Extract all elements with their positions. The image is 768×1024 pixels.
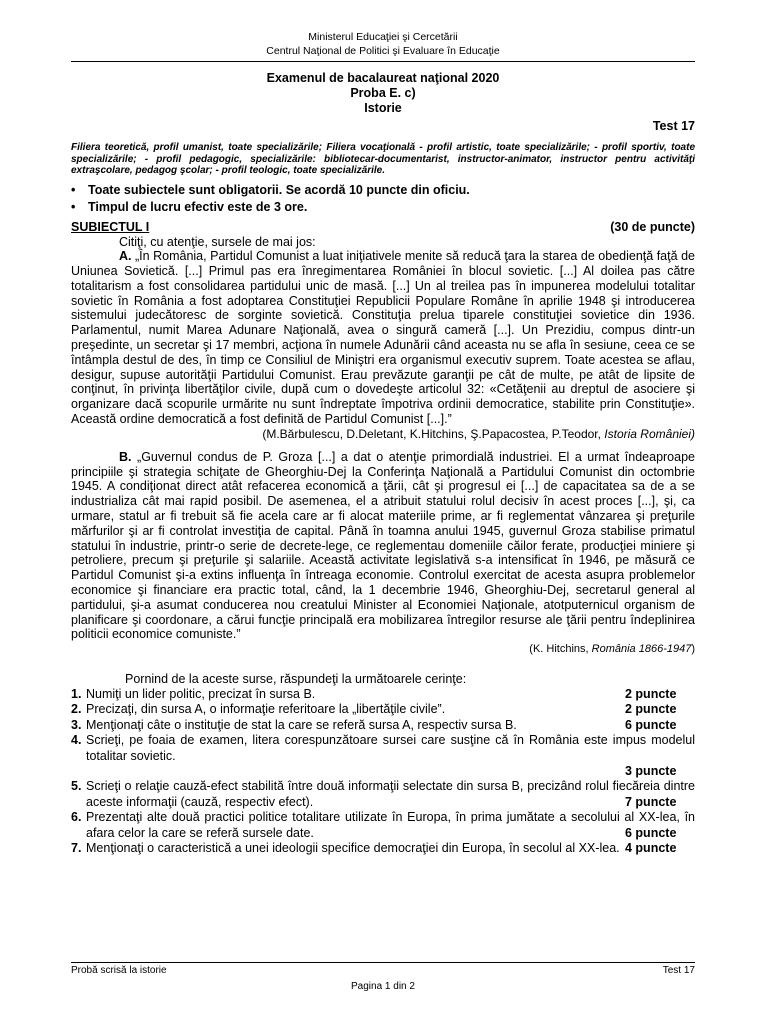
page-number: Pagina 1 din 2 [351, 981, 415, 992]
question-item [71, 841, 695, 856]
exam-page [71, 30, 695, 1010]
question-item [71, 779, 695, 810]
question-item [71, 733, 695, 779]
question-points: 6 puncte [625, 717, 677, 732]
source-b-paragraph [71, 450, 695, 642]
question-text: Menţionaţi o caracteristică a unei ideologii specifice democraţiei din Europa, în secolul al XX-lea. [86, 841, 620, 856]
subject-heading [71, 220, 695, 235]
rule-item: • Toate subiectele sunt obligatorii. Se acordă 10 puncte din oficiu. [71, 182, 695, 199]
source-a-authors: (M.Bărbulescu, D.Deletant, K.Hitchins, Ş.Papacostea, P.Teodor, [262, 426, 605, 441]
question-points: 6 puncte [625, 825, 677, 840]
question-points: 2 puncte [625, 702, 677, 717]
exam-probe: Proba E. c) [350, 86, 416, 100]
question-number: 4. [71, 733, 82, 748]
rule-item: • Timpul de lucru efectiv este de 3 ore. [71, 199, 695, 216]
task-intro: Pornind de la aceste surse, răspundeţi la următoarele cerinţe: [125, 672, 467, 687]
question-text: Scrieţi, pe foaia de examen, litera corespunzătoare sursei care susţine că în România este impus modelul totalitar sovietic. [86, 733, 695, 763]
questions-list [71, 687, 695, 857]
question-item [71, 810, 695, 841]
footer-left: Probă scrisă la istorie [71, 965, 167, 976]
page-footer [71, 962, 695, 993]
question-text: Precizaţi, din sursa A, o informaţie referitoare la „libertăţile civile”. [86, 702, 446, 717]
question-number: 5. [71, 779, 82, 794]
question-points: 4 puncte [625, 841, 677, 856]
subject-points: (30 de puncte) [610, 219, 695, 234]
page-header [71, 30, 695, 62]
exam-subject: Istorie [364, 101, 402, 115]
source-a-citation [71, 427, 695, 442]
source-a-book: Istoria României) [604, 426, 695, 441]
exam-rules [71, 182, 695, 216]
exam-title: Examenul de bacalaureat naţional 2020 [266, 71, 500, 85]
test-number: Test 17 [652, 119, 695, 133]
question-number: 1. [71, 687, 82, 702]
question-number: 2. [71, 702, 82, 717]
question-item [71, 718, 695, 733]
source-b-author: (K. Hitchins, [529, 643, 592, 656]
subject-label: SUBIECTUL I [71, 219, 150, 234]
question-number: 3. [71, 717, 82, 732]
source-a-label: A. [119, 249, 132, 264]
center-name: Centrul Naţional de Politici şi Evaluare în Educaţie [266, 45, 500, 57]
question-text: Prezentaţi alte două practici politice totalitare utilizate în Europa, în prima jumătate a secolului al XX-lea, în afara celor la care se referă sursele date. [86, 810, 695, 840]
question-item [71, 687, 695, 702]
source-b-citation [71, 642, 695, 656]
source-b-text: „Guvernul condus de P. Groza [...] a dat o atenţie primordială industriei. El a urmat îndeaproape principiile şi strategia schiţate de Gheorghiu-Dej la Conferinţa Naţională a Partidului Comunist din octombrie 1945. A condiţionat direct atât refacerea economică a ţării, cât şi progresul ei [...] de capacitatea sa de a se industrializa cât mai rapid posibil. De asemenea, el a atribuit statului rolul decisiv în acest proces [...], şi, ca urmare, statul ar fi trebuit să fie acela care ar fi alocat materiile prime, ar fi reglementat vânzarea şi preţurile mărfurilor şi ar fi controlat investiţia de capital. Până în toamna anului 1945, guvernul Groza stabilise primatul statului în industrie, printr-o serie de decrete-lege, ce reglementau domeniile căilor ferate, producţiei miniere şi petroliere, precum şi preţurile şi salariile. Această activitate legislativă s-a intensificat în 1946, pe măsură ce Partidul Comunist şi-a extins influenţa în întreaga economie. Controlul exercitat de acesta asupra problemelor economice şi financiare era practic total, când, la 1 decembrie 1946, Gheorghiu-Dej, secretarul general al partidului, şi-a asumat conducerea nou creatului Minister al Economiei Naţionale, atotputernicul organism de planificare şi coordonare, a cărui funcţie principală era mobilizarea întregilor resurse ale ţării pentru îndeplinirea politicii economice comuniste.” [71, 449, 695, 642]
footer-right: Test 17 [662, 965, 695, 976]
source-a-paragraph [71, 249, 695, 427]
question-number: 6. [71, 810, 82, 825]
question-text: Scrieţi o relaţie cauză-efect stabilită între două informaţii selectate din sursa B, precizând rolul fiecăreia dintre aceste informaţii (cauză, respectiv efect). [86, 779, 695, 809]
sources-intro: Citiţi, cu atenţie, sursele de mai jos: [119, 234, 316, 249]
source-b-close: ) [691, 643, 695, 656]
question-points: 7 puncte [625, 794, 677, 809]
question-item [71, 702, 695, 717]
source-b-label: B. [119, 449, 132, 464]
question-number: 7. [71, 841, 82, 856]
question-points: 2 puncte [625, 687, 677, 702]
question-text: Numiţi un lider politic, precizat în sursa B. [86, 687, 316, 702]
source-a-text: „În România, Partidul Comunist a luat iniţiativele menite să reducă ţara la starea de obedienţă faţă de Uniunea Sovietică. [...] Primul pas era înregimentarea României în blocul sovietic. [...] Al doilea pas către totalitarism a fost consolidarea partidului unic de masă. [...] Un al treilea pas în impunerea modelului totalitar sovietic în România a fost adoptarea Constituţiei Republicii Populare Române în aprilie 1948 şi introducerea sistemului judecătoresc de sorginte sovietică. Constituţia prelua tiparele constituţiei sovietice din 1936. Parlamentul, numit Marea Adunare Naţională, avea o singură cameră [...]. Un Prezidiu, compus dintr-un preşedinte, un secretar şi 17 membri, acţiona în numele Adunării când aceasta nu se afla în sesiune, ceea ce se întâmpla destul de des, în timp ce Consiliul de Miniştri era organismul executiv suprem. Toate acestea se aflau, desigur, supuse autorităţii Partidului Comunist. Erau prevăzute garanţii pe cât de multe, pe atât de lipsite de conţinut, în privinţa libertăţilor civile, după cum o dovedeşte articolul 32: «Cetăţenii au dreptul de asociere şi organizare dacă scopurile urmărite nu sunt îndreptate împotriva ordinii democratice, stabilite prin Constituţie». Această ordine democratică a fost definită de Partidul Comunist [...].” [71, 249, 695, 427]
question-text: Menţionaţi câte o instituţie de stat la care se referă sursa A, respectiv sursa B. [86, 717, 517, 732]
ministry-name: Ministerul Educaţiei şi Cercetării [308, 31, 458, 43]
source-b-book: România 1866-1947 [591, 643, 692, 656]
question-points: 3 puncte [625, 764, 677, 779]
profile-description: Filiera teoretică, profil umanist, toate specializările; Filiera vocaţională - profil artistic, toate specializările; - profil sportiv, toate specializările; - profil pedagogic, specializările: bibliotecar-documentarist, instructor-animator, instructor pentru activităţi extraşcolare, pedagog şcolar; - profil teologic, toate specializările. [71, 142, 695, 176]
